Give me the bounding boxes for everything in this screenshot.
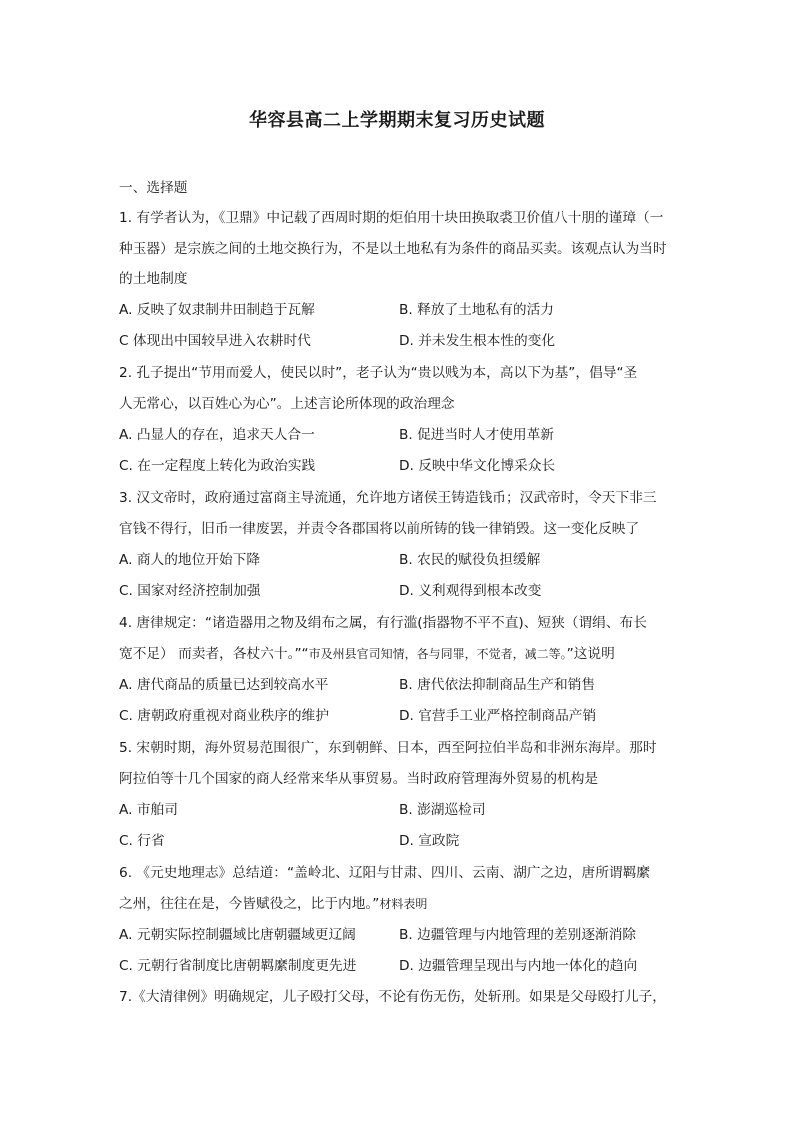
question-3-option-d: D. 义利观得到根本改变 — [399, 583, 542, 599]
question-6-line-2-note: 材料表明 — [379, 897, 428, 911]
question-2-option-d: D. 反映中华文化博采众长 — [399, 458, 556, 474]
question-1-option-a: A. 反映了奴隶制井田制趋于瓦解 — [119, 302, 315, 318]
question-4-line-2 — [119, 644, 679, 664]
question-5-line-2: 阿拉伯等十几个国家的商人经常来华从事贸易。当时政府管理海外贸易的机构是 — [119, 771, 599, 787]
question-4-option-d: D. 官营手工业严格控制商品产销 — [399, 708, 597, 724]
question-3-option-c: C. 国家对经济控制加强 — [119, 583, 261, 599]
question-3-option-a: A. 商人的地位开始下降 — [119, 552, 261, 568]
question-6-option-b: B. 边疆管理与内地管理的差别逐渐消除 — [399, 927, 637, 943]
question-3-line-2: 官钱不得行，旧币一律废罢，并责令各郡国将以前所铸的钱一律销毁。这一变化反映了 — [119, 521, 640, 537]
question-2-option-c: C. 在一定程度上转化为政治实践 — [119, 458, 316, 474]
question-1-option-d: D. 并未发生根本性的变化 — [399, 333, 556, 349]
question-1-option-b: B. 释放了土地私有的活力 — [399, 302, 554, 318]
question-6-line-2-text: 之州，往往在是，今皆赋役之，比于内地。” — [119, 896, 380, 912]
question-6-option-c: C. 元朝行省制度比唐朝羁縻制度更先进 — [119, 958, 357, 974]
question-7-line-1: 7.《大清律例》明确规定，儿子殴打父母，不论有伤无伤，处斩刑。如果是父母殴打儿子， — [119, 989, 666, 1005]
question-5-option-a: A. 市舶司 — [119, 802, 178, 818]
question-6-line-2 — [119, 894, 679, 914]
question-4-line-2-text: 宽不足） 而卖者，各杖六十。”“ — [119, 646, 309, 662]
question-1-option-c: C 体现出中国较早进入农耕时代 — [119, 333, 311, 349]
question-6-option-d: D. 边疆管理呈现出与内地一体化的趋向 — [399, 958, 638, 974]
question-5-line-1: 5. 宋朝时期，海外贸易范围很广，东到朝鲜、日本，西至阿拉伯半岛和非洲东海岸。那时 — [119, 740, 657, 756]
question-1-line-2: 种玉器）是宗族之间的土地交换行为，不是以土地私有为条件的商品买卖。该观点认为当时 — [119, 241, 667, 257]
question-6-line-1: 6. 《元史地理志》总结道：“盖岭北、辽阳与甘肃、四川、云南、湖广之边，唐所谓羁縻 — [119, 865, 650, 881]
question-3-option-b: B. 农民的赋役负担缓解 — [399, 552, 541, 568]
question-2-line-2: 人无常心，以百姓心为心”。上述言论所体现的政治理念 — [119, 396, 455, 412]
question-4-option-c: C. 唐朝政府重视对商业秩序的维护 — [119, 708, 329, 724]
question-4-option-b: B. 唐代依法抑制商品生产和销售 — [399, 677, 596, 693]
question-2-line-1: 2. 孔子提出“节用而爱人，使民以时”，老子认为“贵以贱为本，高以下为基”，倡导“圣 — [119, 365, 638, 381]
question-6-option-a: A. 元朝实际控制疆域比唐朝疆域更辽阔 — [119, 927, 356, 943]
question-1-line-1: 1. 有学者认为，《卫鼎》中记载了西周时期的炬伯用十块田换取裘卫价值八十朋的谨璋（一 — [119, 210, 664, 226]
question-4-line-2-quote: 市及州县官司知情，各与同罪，不觉者，减二等。 — [308, 647, 567, 661]
page-title: 华容县高二上学期期末复习历史试题 — [249, 110, 545, 131]
question-4-line-1: 4. 唐律规定：“诸造器用之物及绢布之属，有行滥(指器物不平不直)、短狭（谓绢、布长 — [119, 615, 647, 631]
section-heading: 一、选择题 — [119, 180, 188, 196]
question-2-option-b: B. 促进当时人才使用革新 — [399, 427, 554, 443]
question-5-option-d: D. 宣政院 — [399, 833, 460, 849]
question-5-option-b: B. 澎湖巡检司 — [399, 802, 486, 818]
question-4-option-a: A. 唐代商品的质量已达到较高水平 — [119, 677, 329, 693]
question-3-line-1: 3. 汉文帝时，政府通过富商主导流通，允许地方诸侯王铸造钱币；汉武帝时，令天下非三 — [119, 490, 657, 506]
question-2-option-a: A. 凸显人的存在，追求天人合一 — [119, 427, 315, 443]
question-1-line-3: 的土地制度 — [119, 271, 188, 287]
question-5-option-c: C. 行省 — [119, 833, 165, 849]
question-4-line-2-tail: ”这说明 — [566, 646, 615, 662]
